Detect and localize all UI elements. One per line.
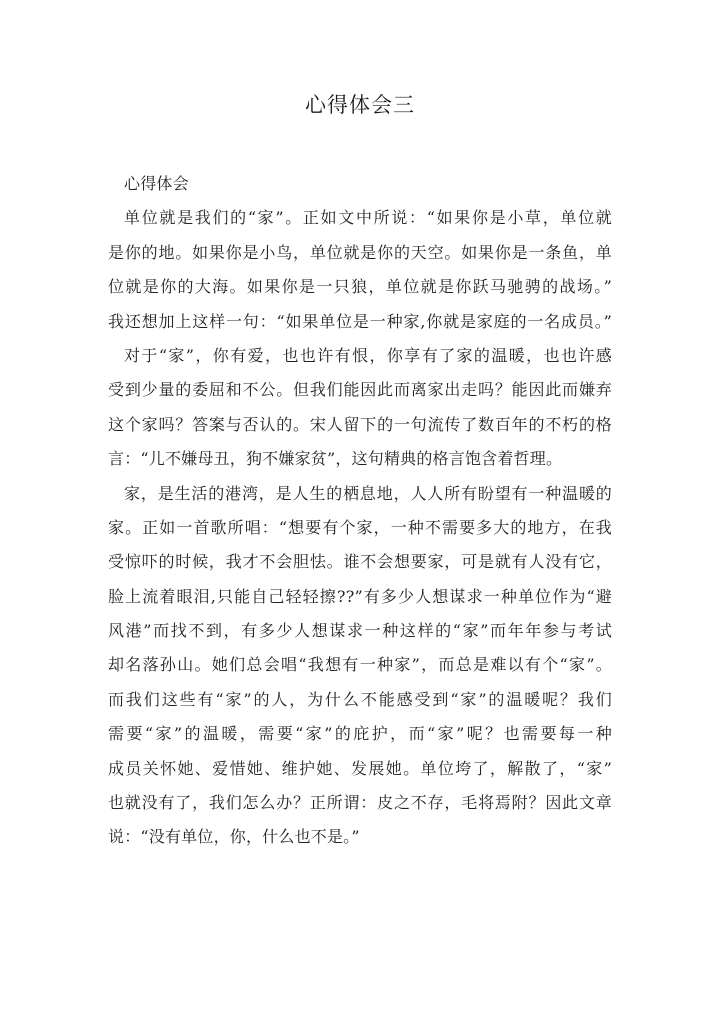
text-line: 言：“儿不嫌母丑，狗不嫌家贫”，这句精典的格言饱含着哲理。	[108, 449, 563, 469]
text-line: 我还想加上这样一句：“如果单位是一种家,你就是家庭的一名成员。”	[108, 311, 612, 331]
text-line: 位就是你的大海。如果你是一只狼，单位就是你跃马驰骋的战场。”	[108, 277, 612, 297]
text-line: 这个家吗？答案与否认的。宋人留下的一句流传了数百年的不朽的格	[108, 414, 612, 434]
text-line: 受惊吓的时候，我才不会胆怯。谁不会想要家，可是就有人没有它，	[108, 552, 612, 572]
text-line: 家。正如一首歌所唱：“想要有个家，一种不需要多大的地方，在我	[108, 517, 612, 537]
document-body	[108, 167, 612, 855]
text-line: 风港”而找不到，有多少人想谋求一种这样的“家”而年年参与考试	[108, 621, 612, 641]
text-line: 却名落孙山。她们总会唱“我想有一种家”，而总是难以有个“家”。	[108, 655, 612, 675]
text-line: 而我们这些有“家”的人，为什么不能感受到“家”的温暖呢？我们	[108, 689, 612, 709]
text-line: 是你的地。如果你是小鸟，单位就是你的天空。如果你是一条鱼，单	[108, 242, 612, 262]
text-line: 受到少量的委屈和不公。但我们能因此而离家出走吗？能因此而嫌弃	[108, 380, 612, 400]
text-line: 也就没有了，我们怎么办？正所谓：皮之不存，毛将焉附？因此文章	[108, 793, 612, 813]
text-line: 对于“家”，你有爱，也也许有恨，你享有了家的温暖，也也许感	[124, 345, 612, 365]
document-title: 心得体会三	[305, 93, 415, 117]
text-line: 单位就是我们的“家”。正如文中所说：“如果你是小草，单位就	[124, 208, 612, 228]
text-line: 脸上流着眼泪,只能自己轻轻擦??”有多少人想谋求一种单位作为“避	[108, 586, 612, 606]
text-line: 说：“没有单位，你，什么也不是。”	[108, 827, 360, 847]
text-line: 心得体会	[124, 174, 189, 193]
text-line: 家，是生活的港湾，是人生的栖息地，人人所有盼望有一种温暖的	[124, 483, 612, 503]
text-line: 成员关怀她、爱惜她、维护她、发展她。单位垮了，解散了，“家”	[108, 758, 612, 778]
text-line: 需要“家”的温暖，需要“家”的庇护，而“家”呢？也需要每一种	[108, 724, 612, 744]
